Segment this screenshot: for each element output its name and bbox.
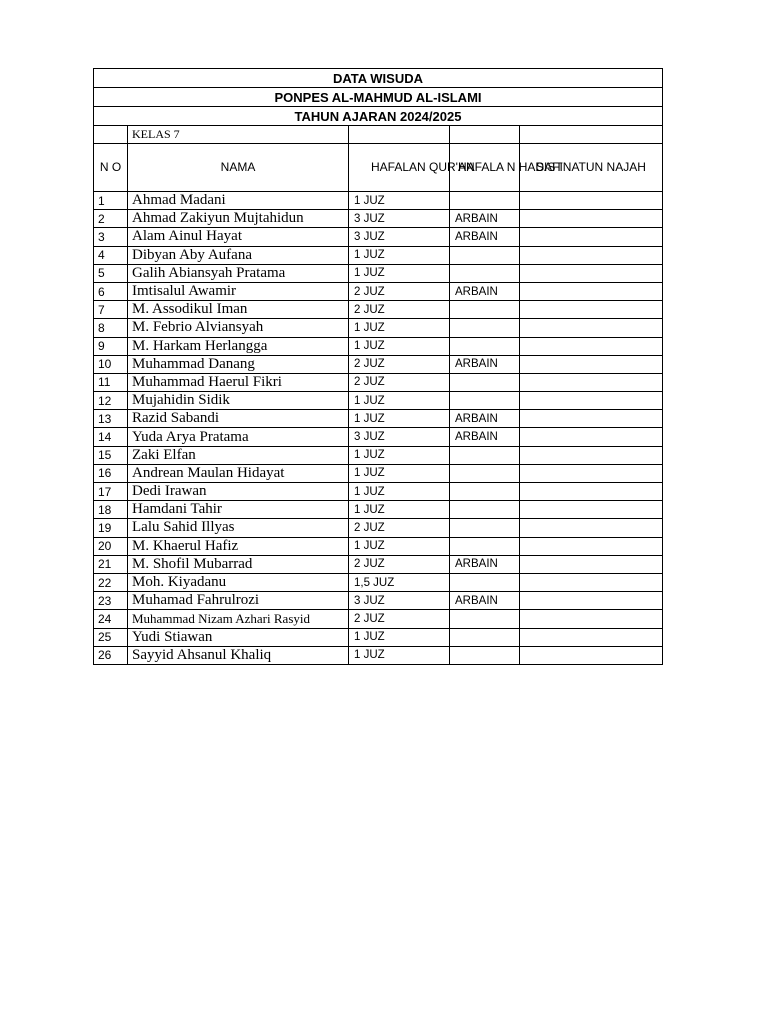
kelas-empty-cell xyxy=(94,126,128,144)
table-row xyxy=(94,337,663,355)
row-safinah-cell xyxy=(520,337,663,355)
row-hadist-cell: ARBAIN xyxy=(450,228,520,246)
row-nama-cell: Hamdani Tahir xyxy=(128,501,349,519)
kelas-empty-cell xyxy=(520,126,663,144)
kelas-label: KELAS 7 xyxy=(128,126,349,144)
row-no-cell: 10 xyxy=(94,355,128,373)
row-quran-cell: 1 JUZ xyxy=(349,264,450,282)
row-safinah-cell xyxy=(520,610,663,628)
row-safinah-cell xyxy=(520,192,663,210)
row-nama-cell: Ahmad Madani xyxy=(128,192,349,210)
table-row xyxy=(94,410,663,428)
row-nama-cell: Galih Abiansyah Pratama xyxy=(128,264,349,282)
row-quran-cell: 3 JUZ xyxy=(349,228,450,246)
row-nama-cell: Zaki Elfan xyxy=(128,446,349,464)
row-safinah-cell xyxy=(520,282,663,300)
table-row xyxy=(94,555,663,573)
row-no-cell: 17 xyxy=(94,483,128,501)
row-safinah-cell xyxy=(520,355,663,373)
row-quran-cell: 3 JUZ xyxy=(349,210,450,228)
row-safinah-cell xyxy=(520,228,663,246)
row-hadist-cell: ARBAIN xyxy=(450,210,520,228)
column-header-safinah: SAFINATUN NAJAH xyxy=(520,144,663,192)
row-nama-cell: Muhammad Haerul Fikri xyxy=(128,373,349,391)
row-quran-cell: 2 JUZ xyxy=(349,519,450,537)
row-no-cell: 19 xyxy=(94,519,128,537)
row-safinah-cell xyxy=(520,246,663,264)
row-quran-cell: 1 JUZ xyxy=(349,446,450,464)
row-quran-cell: 2 JUZ xyxy=(349,555,450,573)
row-nama-cell: Lalu Sahid Illyas xyxy=(128,519,349,537)
row-no-cell: 21 xyxy=(94,555,128,573)
row-safinah-cell xyxy=(520,410,663,428)
row-hadist-cell: ARBAIN xyxy=(450,428,520,446)
row-hadist-cell xyxy=(450,192,520,210)
row-safinah-cell xyxy=(520,264,663,282)
row-hadist-cell xyxy=(450,319,520,337)
row-no-cell: 3 xyxy=(94,228,128,246)
row-no-cell: 13 xyxy=(94,410,128,428)
row-no-cell: 8 xyxy=(94,319,128,337)
row-no-cell: 26 xyxy=(94,646,128,664)
row-hadist-cell xyxy=(450,264,520,282)
row-nama-cell: Yuda Arya Pratama xyxy=(128,428,349,446)
row-no-cell: 25 xyxy=(94,628,128,646)
row-nama-cell: Muhammad Nizam Azhari Rasyid xyxy=(128,610,349,628)
table-row xyxy=(94,592,663,610)
column-header-row xyxy=(94,144,663,192)
row-hadist-cell xyxy=(450,501,520,519)
table-row xyxy=(94,628,663,646)
row-nama-cell: Dedi Irawan xyxy=(128,483,349,501)
row-hadist-cell: ARBAIN xyxy=(450,410,520,428)
document-title: DATA WISUDA xyxy=(94,69,663,88)
row-safinah-cell xyxy=(520,646,663,664)
row-safinah-cell xyxy=(520,519,663,537)
institution-name: PONPES AL-MAHMUD AL-ISLAMI xyxy=(94,88,663,107)
row-safinah-cell xyxy=(520,628,663,646)
row-no-cell: 16 xyxy=(94,464,128,482)
row-safinah-cell xyxy=(520,537,663,555)
row-hadist-cell xyxy=(450,519,520,537)
row-no-cell: 12 xyxy=(94,392,128,410)
column-header-hadist: HAFALA N HADIST xyxy=(450,144,520,192)
table-row xyxy=(94,392,663,410)
row-nama-cell: Yudi Stiawan xyxy=(128,628,349,646)
row-nama-cell: Alam Ainul Hayat xyxy=(128,228,349,246)
table-row xyxy=(94,428,663,446)
row-safinah-cell xyxy=(520,573,663,591)
row-hadist-cell xyxy=(450,610,520,628)
row-quran-cell: 1,5 JUZ xyxy=(349,573,450,591)
row-safinah-cell xyxy=(520,210,663,228)
column-header-nama: NAMA xyxy=(128,144,349,192)
row-safinah-cell xyxy=(520,555,663,573)
row-safinah-cell xyxy=(520,373,663,391)
row-no-cell: 18 xyxy=(94,501,128,519)
row-quran-cell: 1 JUZ xyxy=(349,410,450,428)
row-hadist-cell xyxy=(450,301,520,319)
row-hadist-cell xyxy=(450,646,520,664)
row-hadist-cell xyxy=(450,373,520,391)
table-row xyxy=(94,646,663,664)
row-nama-cell: Razid Sabandi xyxy=(128,410,349,428)
row-hadist-cell xyxy=(450,464,520,482)
row-hadist-cell xyxy=(450,392,520,410)
kelas-row xyxy=(94,126,663,144)
title-row-2 xyxy=(94,88,663,107)
row-quran-cell: 2 JUZ xyxy=(349,355,450,373)
row-hadist-cell xyxy=(450,246,520,264)
table-row xyxy=(94,228,663,246)
row-quran-cell: 1 JUZ xyxy=(349,392,450,410)
row-nama-cell: M. Febrio Alviansyah xyxy=(128,319,349,337)
row-no-cell: 6 xyxy=(94,282,128,300)
table-row xyxy=(94,573,663,591)
row-nama-cell: Muhammad Danang xyxy=(128,355,349,373)
row-hadist-cell xyxy=(450,537,520,555)
title-row-1 xyxy=(94,69,663,88)
row-no-cell: 22 xyxy=(94,573,128,591)
kelas-empty-cell xyxy=(450,126,520,144)
row-safinah-cell xyxy=(520,428,663,446)
row-safinah-cell xyxy=(520,319,663,337)
table-row xyxy=(94,537,663,555)
row-hadist-cell: ARBAIN xyxy=(450,282,520,300)
row-no-cell: 1 xyxy=(94,192,128,210)
row-no-cell: 15 xyxy=(94,446,128,464)
row-nama-cell: Imtisalul Awamir xyxy=(128,282,349,300)
row-nama-cell: M. Harkam Herlangga xyxy=(128,337,349,355)
column-header-no: N O xyxy=(94,144,128,192)
row-hadist-cell: ARBAIN xyxy=(450,555,520,573)
row-no-cell: 24 xyxy=(94,610,128,628)
row-safinah-cell xyxy=(520,392,663,410)
row-safinah-cell xyxy=(520,501,663,519)
row-quran-cell: 2 JUZ xyxy=(349,373,450,391)
row-hadist-cell xyxy=(450,446,520,464)
table-row xyxy=(94,264,663,282)
row-nama-cell: Mujahidin Sidik xyxy=(128,392,349,410)
row-no-cell: 9 xyxy=(94,337,128,355)
row-nama-cell: Andrean Maulan Hidayat xyxy=(128,464,349,482)
row-nama-cell: Dibyan Aby Aufana xyxy=(128,246,349,264)
row-no-cell: 20 xyxy=(94,537,128,555)
row-safinah-cell xyxy=(520,446,663,464)
row-quran-cell: 2 JUZ xyxy=(349,282,450,300)
academic-year: TAHUN AJARAN 2024/2025 xyxy=(94,107,663,126)
row-no-cell: 11 xyxy=(94,373,128,391)
row-quran-cell: 1 JUZ xyxy=(349,337,450,355)
row-hadist-cell: ARBAIN xyxy=(450,592,520,610)
column-header-quran: HAFALAN QUR'AN xyxy=(349,144,450,192)
kelas-empty-cell xyxy=(349,126,450,144)
row-safinah-cell xyxy=(520,483,663,501)
row-no-cell: 2 xyxy=(94,210,128,228)
table-row xyxy=(94,610,663,628)
table-row xyxy=(94,446,663,464)
row-quran-cell: 1 JUZ xyxy=(349,319,450,337)
row-quran-cell: 1 JUZ xyxy=(349,537,450,555)
row-nama-cell: M. Khaerul Hafiz xyxy=(128,537,349,555)
row-nama-cell: Ahmad Zakiyun Mujtahidun xyxy=(128,210,349,228)
row-nama-cell: M. Shofil Mubarrad xyxy=(128,555,349,573)
row-quran-cell: 1 JUZ xyxy=(349,246,450,264)
row-no-cell: 7 xyxy=(94,301,128,319)
table-row xyxy=(94,210,663,228)
row-quran-cell: 1 JUZ xyxy=(349,628,450,646)
table-row xyxy=(94,246,663,264)
row-nama-cell: Moh. Kiyadanu xyxy=(128,573,349,591)
row-quran-cell: 1 JUZ xyxy=(349,501,450,519)
table-row xyxy=(94,373,663,391)
table-row xyxy=(94,282,663,300)
row-quran-cell: 1 JUZ xyxy=(349,646,450,664)
row-safinah-cell xyxy=(520,592,663,610)
row-hadist-cell xyxy=(450,483,520,501)
row-no-cell: 5 xyxy=(94,264,128,282)
wisuda-table xyxy=(93,68,663,665)
row-safinah-cell xyxy=(520,301,663,319)
table-row xyxy=(94,301,663,319)
table-row xyxy=(94,355,663,373)
table-row xyxy=(94,501,663,519)
row-safinah-cell xyxy=(520,464,663,482)
row-nama-cell: Muhamad Fahrulrozi xyxy=(128,592,349,610)
table-row xyxy=(94,464,663,482)
row-no-cell: 23 xyxy=(94,592,128,610)
row-quran-cell: 2 JUZ xyxy=(349,301,450,319)
row-hadist-cell xyxy=(450,337,520,355)
row-quran-cell: 2 JUZ xyxy=(349,610,450,628)
row-hadist-cell xyxy=(450,628,520,646)
row-hadist-cell: ARBAIN xyxy=(450,355,520,373)
row-quran-cell: 1 JUZ xyxy=(349,464,450,482)
row-no-cell: 4 xyxy=(94,246,128,264)
row-quran-cell: 3 JUZ xyxy=(349,428,450,446)
title-row-3 xyxy=(94,107,663,126)
row-nama-cell: M. Assodikul Iman xyxy=(128,301,349,319)
row-nama-cell: Sayyid Ahsanul Khaliq xyxy=(128,646,349,664)
row-no-cell: 14 xyxy=(94,428,128,446)
row-quran-cell: 1 JUZ xyxy=(349,483,450,501)
table-row xyxy=(94,192,663,210)
table-row xyxy=(94,483,663,501)
row-quran-cell: 1 JUZ xyxy=(349,192,450,210)
table-row xyxy=(94,519,663,537)
table-row xyxy=(94,319,663,337)
row-hadist-cell xyxy=(450,573,520,591)
row-quran-cell: 3 JUZ xyxy=(349,592,450,610)
